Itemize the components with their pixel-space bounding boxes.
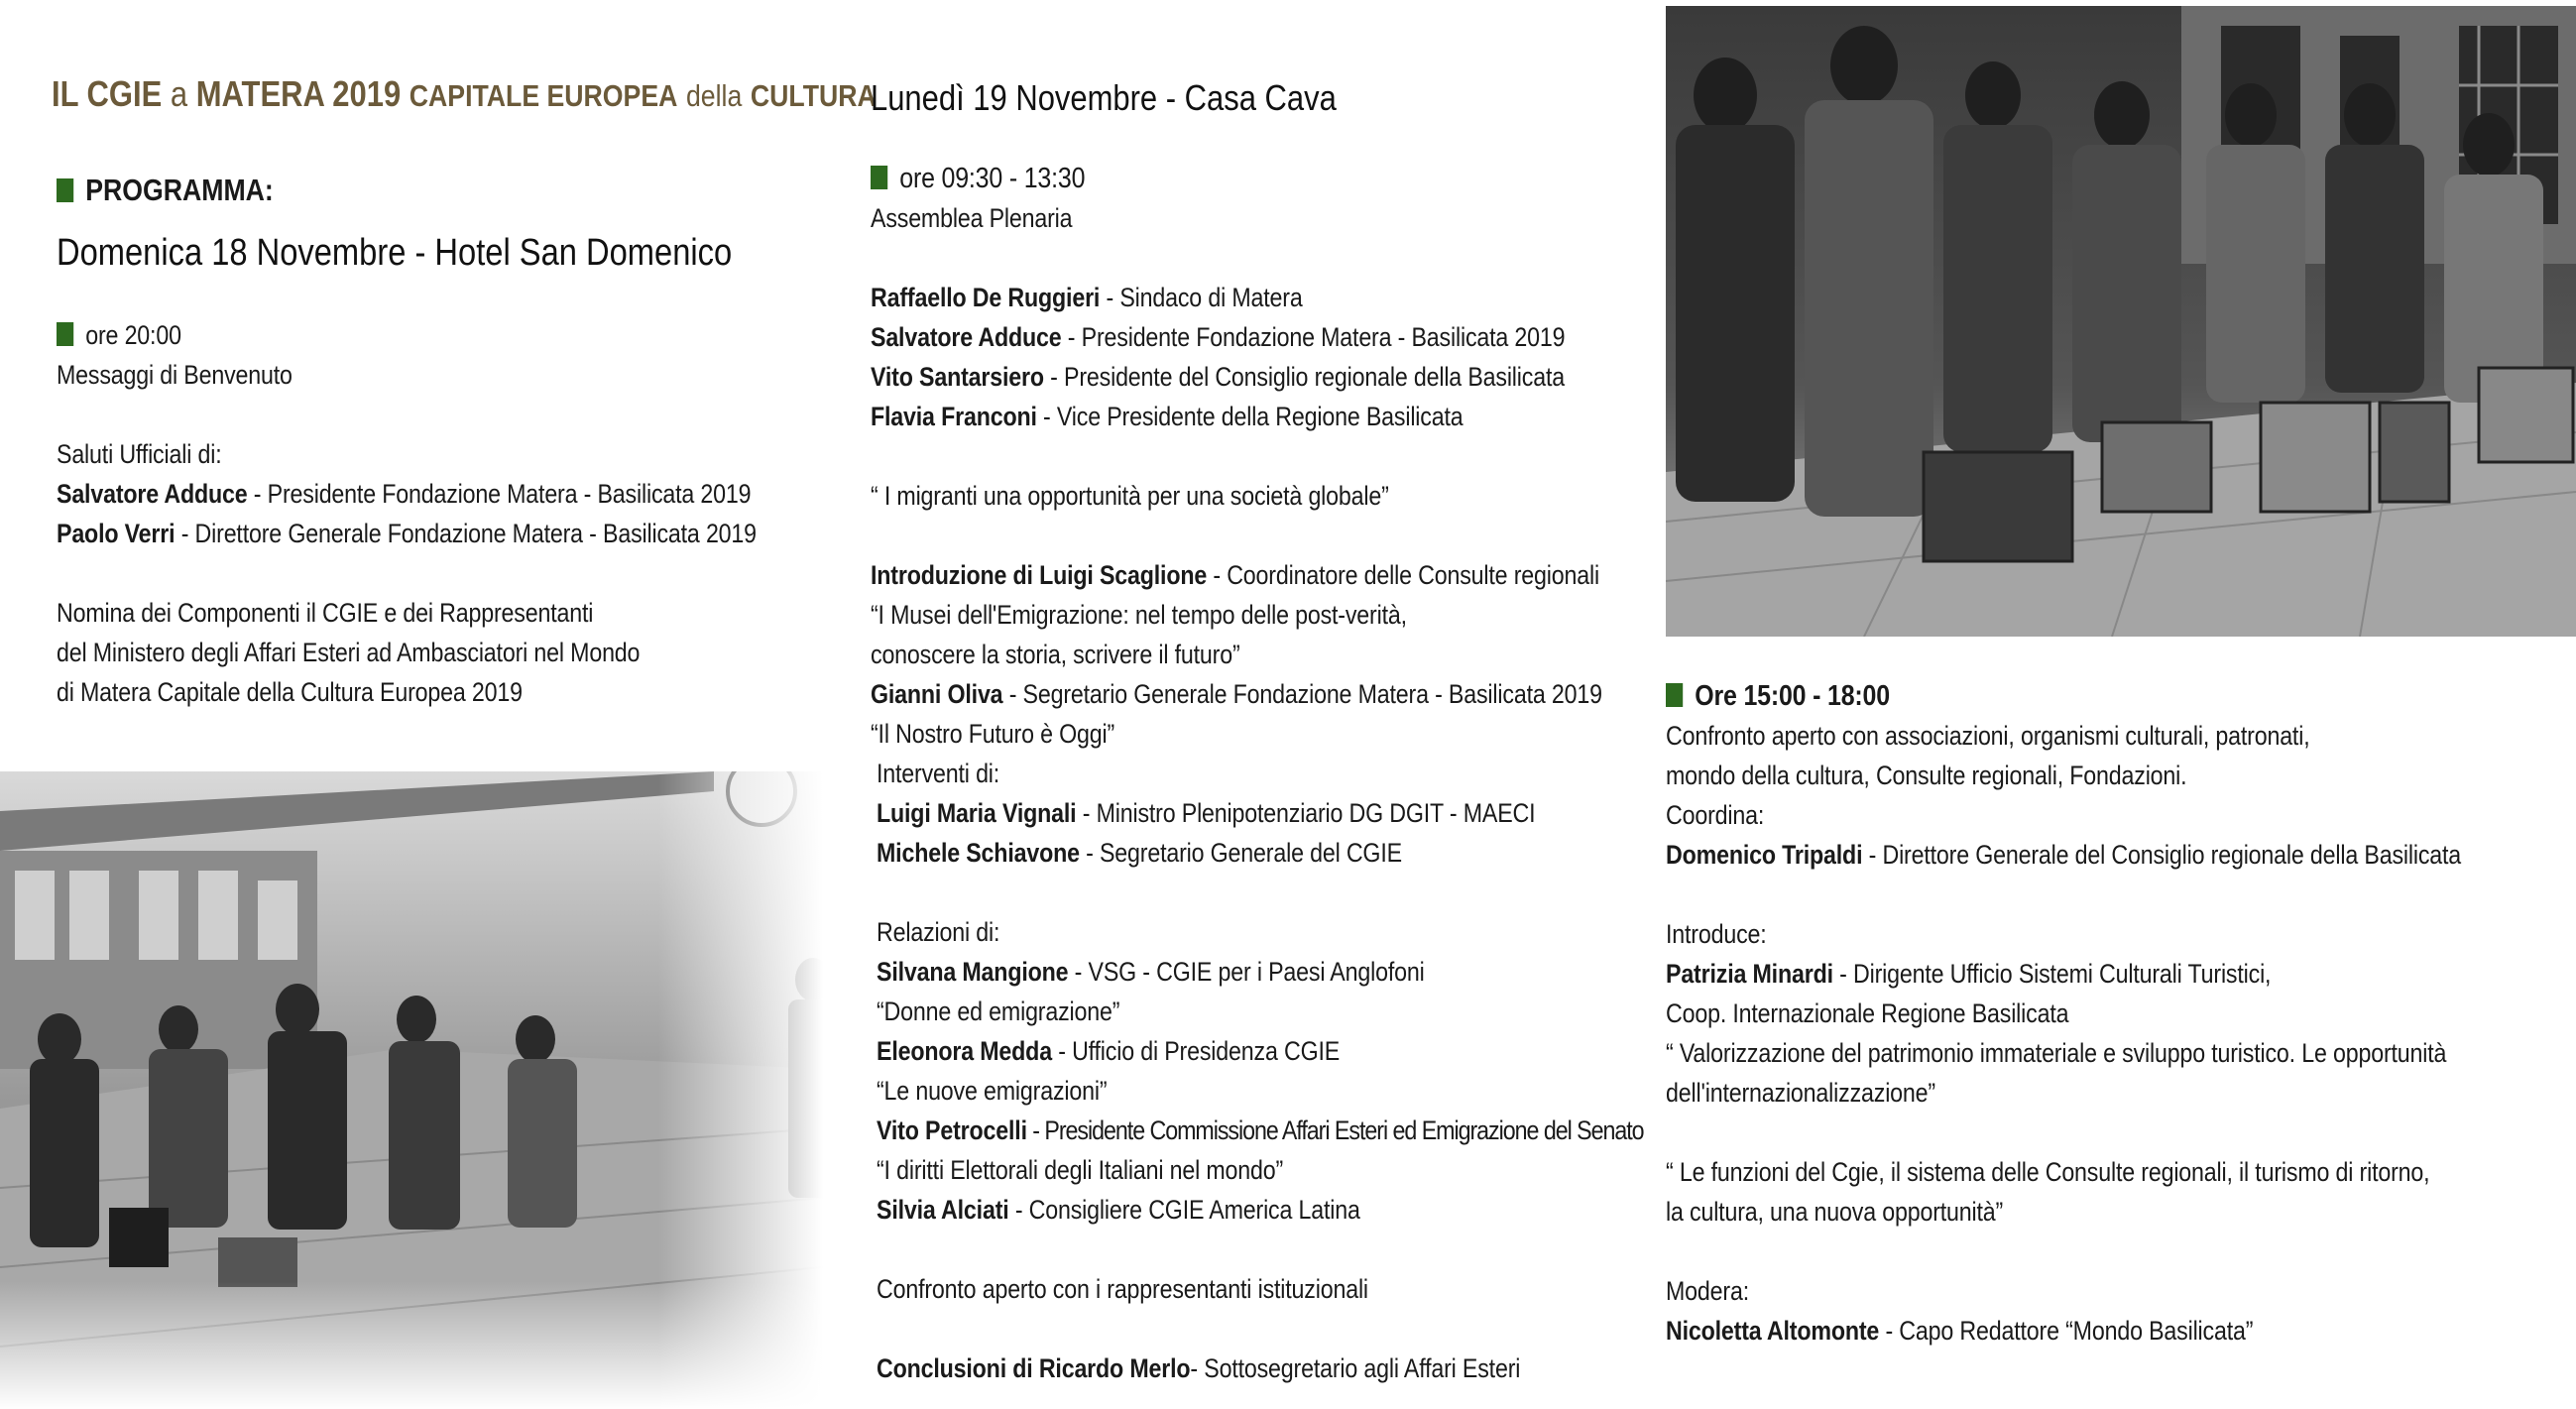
title-part-capitale: CAPITALE EUROPEA <box>409 78 678 113</box>
speaker-line: Eleonora Medda - Ufficio di Presidenza CGIE <box>877 1036 1341 1066</box>
nomina-line: del Ministero degli Affari Esteri ad Ambasciatori nel Mondo <box>57 638 641 667</box>
day-heading-monday: Lunedì 19 Novembre - Casa Cava <box>871 77 1337 118</box>
speaker-line: Paolo Verri - Direttore Generale Fondazione Matera - Basilicata 2019 <box>57 519 757 548</box>
theme-quote: “ I migranti una opportunità per una società globale” <box>871 481 1389 511</box>
nomina-line: Nomina dei Componenti il CGIE e dei Rappresentanti <box>57 598 594 628</box>
emigrants-suitcases-photo <box>1666 6 2576 637</box>
speaker-line: Vito Petrocelli - Presidente Commissione Affari Esteri ed Emigrazione del Senato <box>877 1115 1644 1145</box>
talk-title: dell'internazionalizzazione” <box>1666 1078 1935 1108</box>
programma-heading <box>57 173 274 208</box>
speaker-line: Michele Schiavone - Segretario Generale del CGIE <box>877 838 1402 868</box>
time-monday-morning: ore 09:30 - 13:30 <box>871 159 1570 198</box>
monday-program <box>871 159 1684 1388</box>
speaker-line: Raffaello De Ruggieri - Sindaco di Matera <box>871 283 1303 312</box>
page-title <box>52 73 877 115</box>
speaker-line: Silvana Mangione - VSG - CGIE per i Paesi Anglofoni <box>877 957 1425 987</box>
monday-afternoon-program <box>1666 676 2558 1350</box>
talk-title: “I diritti Elettorali degli Italiani nel mondo” <box>877 1155 1284 1185</box>
confronto-line: mondo della cultura, Consulte regionali, Fondazioni. <box>1666 761 2187 790</box>
confronto-line: Confronto aperto con associazioni, organismi culturali, patronati, <box>1666 721 2310 751</box>
bullet-square-icon <box>57 322 73 346</box>
talk-title: “Le nuove emigrazioni” <box>877 1076 1108 1106</box>
speaker-line: Patrizia Minardi - Dirigente Ufficio Sistemi Culturali Turistici, <box>1666 959 2272 989</box>
modera-label: Modera: <box>1666 1276 1749 1306</box>
title-part-della: della <box>685 78 743 113</box>
speaker-line: Vito Santarsiero - Presidente del Consiglio regionale della Basilicata <box>871 362 1565 392</box>
welcome-text: Messaggi di Benvenuto <box>57 360 293 390</box>
introduce-label: Introduce: <box>1666 919 1767 949</box>
talk-title: conoscere la storia, scrivere il futuro” <box>871 640 1240 669</box>
speaker-line: Conclusioni di Ricardo Merlo- Sottosegretario agli Affari Esteri <box>877 1353 1521 1383</box>
session-label: Assemblea Plenaria <box>871 203 1073 233</box>
time-monday-afternoon: Ore 15:00 - 18:00 <box>1666 676 2433 716</box>
title-part-cgie: IL CGIE <box>52 73 163 114</box>
talk-title: “ Valorizzazione del patrimonio immateriale e sviluppo turistico. Le opportunità <box>1666 1038 2447 1068</box>
speaker-line: Introduzione di Luigi Scaglione - Coordinatore delle Consulte regionali <box>871 560 1599 590</box>
nomina-line: di Matera Capitale della Cultura Europea 2019 <box>57 677 523 707</box>
talk-title: “I Musei dell'Emigrazione: nel tempo delle post-verità, <box>871 600 1407 630</box>
day-heading-sunday: Domenica 18 Novembre - Hotel San Domenico <box>57 232 733 274</box>
station-platform-photo <box>0 771 823 1409</box>
saluti-label: Saluti Ufficiali di: <box>57 439 222 469</box>
speaker-line: Nicoletta Altomonte - Capo Redattore “Mondo Basilicata” <box>1666 1316 2254 1346</box>
relazioni-label: Relazioni di: <box>877 917 1000 947</box>
bullet-square-icon <box>57 178 73 202</box>
bullet-square-icon <box>1666 683 1683 707</box>
confronto-line: Confronto aperto con i rappresentanti istituzionali <box>877 1274 1368 1304</box>
talk-title: “Donne ed emigrazione” <box>877 997 1120 1026</box>
theme-quote: “ Le funzioni del Cgie, il sistema delle Consulte regionali, il turismo di ritorno, <box>1666 1157 2430 1187</box>
programma-label: PROGRAMMA: <box>85 173 274 207</box>
speaker-line: Luigi Maria Vignali - Ministro Plenipotenziario DG DGIT - MAECI <box>877 798 1536 828</box>
title-part-a: a <box>170 73 188 114</box>
sunday-program <box>57 315 850 712</box>
speaker-line: Domenico Tripaldi - Direttore Generale del Consiglio regionale della Basilicata <box>1666 840 2462 870</box>
time-sunday: ore 20:00 <box>57 315 739 355</box>
title-part-cultura: CULTURA <box>750 78 877 113</box>
affiliation-line: Coop. Internazionale Regione Basilicata <box>1666 998 2069 1028</box>
speaker-line: Silvia Alciati - Consigliere CGIE America Latina <box>877 1195 1360 1225</box>
title-part-matera: MATERA 2019 <box>195 73 402 114</box>
theme-quote: la cultura, una nuova opportunità” <box>1666 1197 2004 1227</box>
speaker-line: Salvatore Adduce - Presidente Fondazione Matera - Basilicata 2019 <box>871 322 1566 352</box>
coordina-label: Coordina: <box>1666 800 1765 830</box>
interventi-label: Interventi di: <box>877 759 1000 788</box>
bullet-square-icon <box>871 166 887 189</box>
speaker-line: Salvatore Adduce - Presidente Fondazione Matera - Basilicata 2019 <box>57 479 752 509</box>
speaker-line: Gianni Oliva - Segretario Generale Fondazione Matera - Basilicata 2019 <box>871 679 1602 709</box>
speaker-line: Flavia Franconi - Vice Presidente della Regione Basilicata <box>871 402 1464 431</box>
talk-title: “Il Nostro Futuro è Oggi” <box>871 719 1115 749</box>
